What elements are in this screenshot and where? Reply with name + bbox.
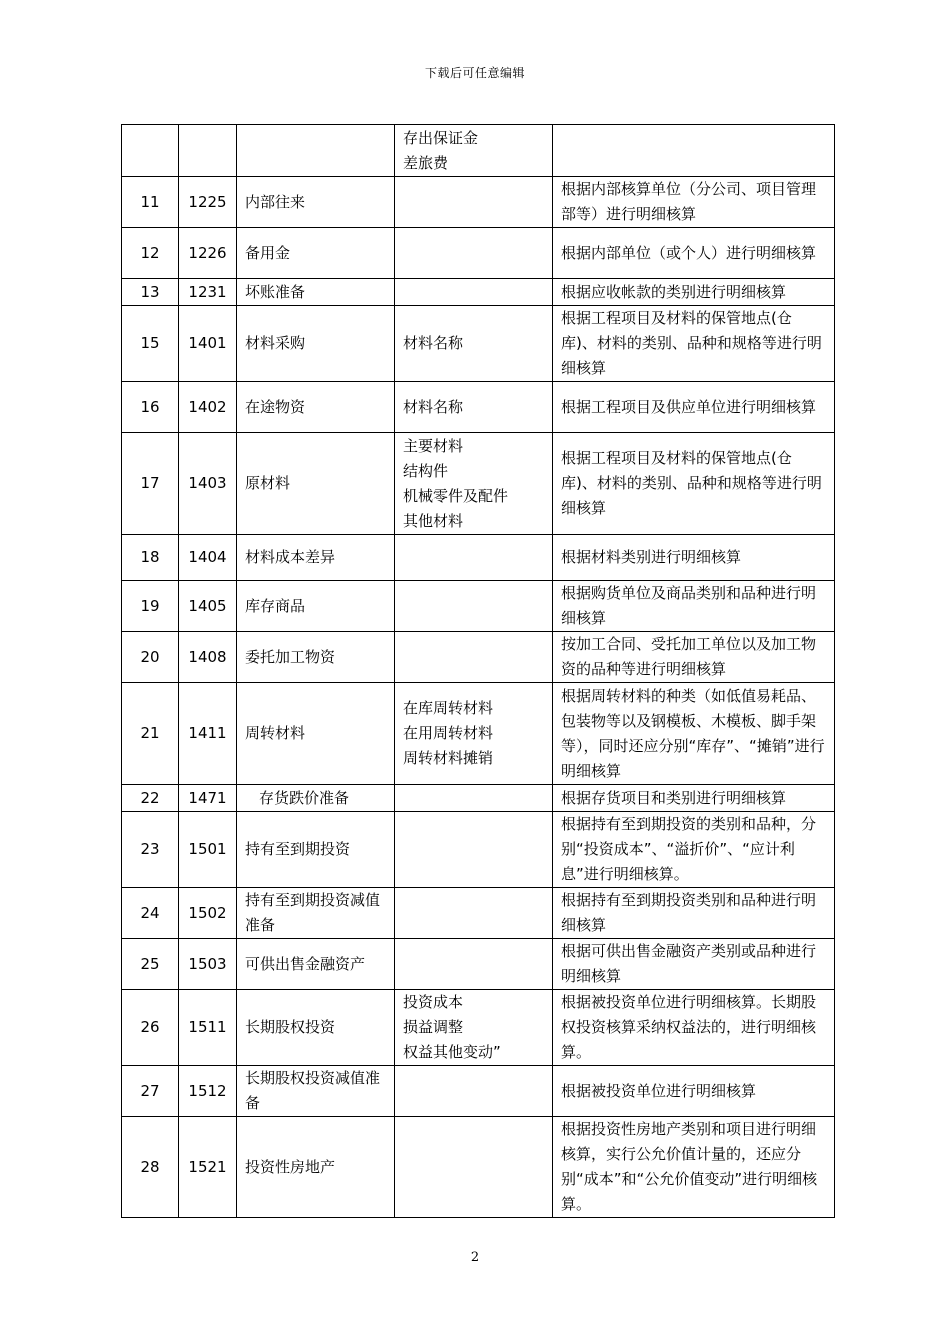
sub-accounts [395,683,553,785]
accounting-note: 根据被投资单位进行明细核算 [553,1066,835,1117]
account-name: 可供出售金融资产 [237,939,395,990]
row-index: 13 [122,279,179,306]
accounting-note: 根据持有至到期投资类别和品种进行明细核算 [553,888,835,939]
sub-accounts [395,632,553,683]
sub-accounts [395,382,553,433]
table-row [122,632,835,683]
sub-account-item: 差旅费 [403,153,449,172]
sub-accounts [395,228,553,279]
account-name: 原材料 [237,433,395,535]
account-name: 在途物资 [237,382,395,433]
account-code: 1521 [179,1117,237,1218]
account-name: 投资性房地产 [237,1117,395,1218]
sub-account-item: 机械零件及配件 [403,486,509,505]
sub-account-item: 结构件 [403,461,449,480]
table-row [122,535,835,581]
sub-account-item: 权益其他变动” [403,1043,501,1061]
table-row [122,939,835,990]
account-table-body [122,125,835,1218]
account-code: 1503 [179,939,237,990]
account-name: 库存商品 [237,581,395,632]
table-row [122,1117,835,1218]
accounting-note [553,125,835,177]
account-name: 备用金 [237,228,395,279]
row-index: 11 [122,177,179,228]
sub-account-item: 在用周转材料 [403,724,494,742]
row-index: 21 [122,683,179,785]
accounting-note: 根据应收帐款的类别进行明细核算 [553,279,835,306]
sub-accounts [395,433,553,535]
accounting-note: 根据持有至到期投资的类别和品种，分别“投资成本”、“溢折价”、“应计利息”进行明细核算。 [553,812,835,888]
sub-accounts [395,279,553,306]
account-code: 1411 [179,683,237,785]
table-row [122,990,835,1066]
accounting-note: 根据内部核算单位（分公司、项目管理部等）进行明细核算 [553,177,835,228]
accounting-note: 根据可供出售金融资产类别或品种进行明细核算 [553,939,835,990]
account-code: 1402 [179,382,237,433]
account-name: 材料成本差异 [237,535,395,581]
sub-account-item: 投资成本 [403,993,464,1011]
account-name [237,125,395,177]
sub-account-item: 材料名称 [403,397,464,416]
row-index: 27 [122,1066,179,1117]
sub-account-item: 周转材料摊销 [403,749,494,767]
sub-accounts [395,535,553,581]
sub-accounts [395,785,553,812]
sub-accounts [395,306,553,382]
account-code: 1403 [179,433,237,535]
row-index: 16 [122,382,179,433]
account-code: 1225 [179,177,237,228]
row-index: 17 [122,433,179,535]
account-code: 1511 [179,990,237,1066]
table-row [122,382,835,433]
account-name: 存货跌价准备 [237,785,395,812]
account-code: 1502 [179,888,237,939]
accounting-note: 根据购货单位及商品类别和品种进行明细核算 [553,581,835,632]
account-name: 委托加工物资 [237,632,395,683]
row-index: 28 [122,1117,179,1218]
table-row [122,306,835,382]
account-code: 1404 [179,535,237,581]
sub-accounts [395,1117,553,1218]
accounting-note: 根据工程项目及材料的保管地点(仓库)、材料的类别、品种和规格等进行明细核算 [553,306,835,382]
accounting-note: 根据被投资单位进行明细核算。长期股权投资核算采纳权益法的，进行明细核算。 [553,990,835,1066]
sub-account-item: 其他材料 [403,511,464,530]
sub-accounts [395,177,553,228]
accounting-note: 根据内部单位（或个人）进行明细核算 [553,228,835,279]
account-code: 1512 [179,1066,237,1117]
table-row [122,125,835,177]
sub-account-item: 损益调整 [403,1018,464,1036]
accounting-note: 根据工程项目及供应单位进行明细核算 [553,382,835,433]
sub-accounts [395,888,553,939]
accounting-note: 根据工程项目及材料的保管地点(仓库)、材料的类别、品种和规格等进行明细核算 [553,433,835,535]
table-row [122,683,835,785]
table-row [122,279,835,306]
row-index: 15 [122,306,179,382]
account-code [179,125,237,177]
sub-accounts [395,939,553,990]
account-table [121,124,835,1218]
account-code: 1231 [179,279,237,306]
row-index: 20 [122,632,179,683]
table-row [122,433,835,535]
account-name: 长期股权投资减值准备 [237,1066,395,1117]
account-code: 1401 [179,306,237,382]
accounting-note: 根据材料类别进行明细核算 [553,535,835,581]
table-row [122,581,835,632]
accounting-note: 根据存货项目和类别进行明细核算 [553,785,835,812]
account-code: 1501 [179,812,237,888]
sub-accounts [395,812,553,888]
account-name: 长期股权投资 [237,990,395,1066]
account-code: 1408 [179,632,237,683]
sub-account-item: 材料名称 [403,334,464,352]
row-index: 23 [122,812,179,888]
page-number: 2 [470,1250,480,1265]
account-name: 材料采购 [237,306,395,382]
table-row [122,228,835,279]
accounting-note: 按加工合同、受托加工单位以及加工物资的品种等进行明细核算 [553,632,835,683]
sub-accounts [395,1066,553,1117]
accounting-note: 根据投资性房地产类别和项目进行明细核算，实行公允价值计量的，还应分别“成本”和“公允价值变动”进行明细核算。 [553,1117,835,1218]
row-index: 26 [122,990,179,1066]
row-index: 18 [122,535,179,581]
sub-account-item: 主要材料 [403,436,464,455]
account-name: 坏账准备 [237,279,395,306]
table-row [122,812,835,888]
table-row [122,888,835,939]
row-index: 25 [122,939,179,990]
sub-accounts [395,581,553,632]
sub-accounts [395,990,553,1066]
account-name: 持有至到期投资减值准备 [237,888,395,939]
row-index [122,125,179,177]
account-code: 1226 [179,228,237,279]
page-header: 下载后可任意编辑 [424,66,525,80]
row-index: 12 [122,228,179,279]
account-name: 周转材料 [237,683,395,785]
table-row [122,177,835,228]
row-index: 19 [122,581,179,632]
row-index: 22 [122,785,179,812]
sub-accounts [395,125,553,177]
accounting-note: 根据周转材料的种类（如低值易耗品、包装物等以及钢模板、木模板、脚手架等），同时还应分别“库存”、“摊销”进行明细核算 [553,683,835,785]
row-index: 24 [122,888,179,939]
sub-account-item: 存出保证金 [403,128,479,147]
account-name: 内部往来 [237,177,395,228]
table-row [122,1066,835,1117]
sub-account-item: 在库周转材料 [403,699,494,717]
account-name: 持有至到期投资 [237,812,395,888]
table-row [122,785,835,812]
account-code: 1405 [179,581,237,632]
account-code: 1471 [179,785,237,812]
